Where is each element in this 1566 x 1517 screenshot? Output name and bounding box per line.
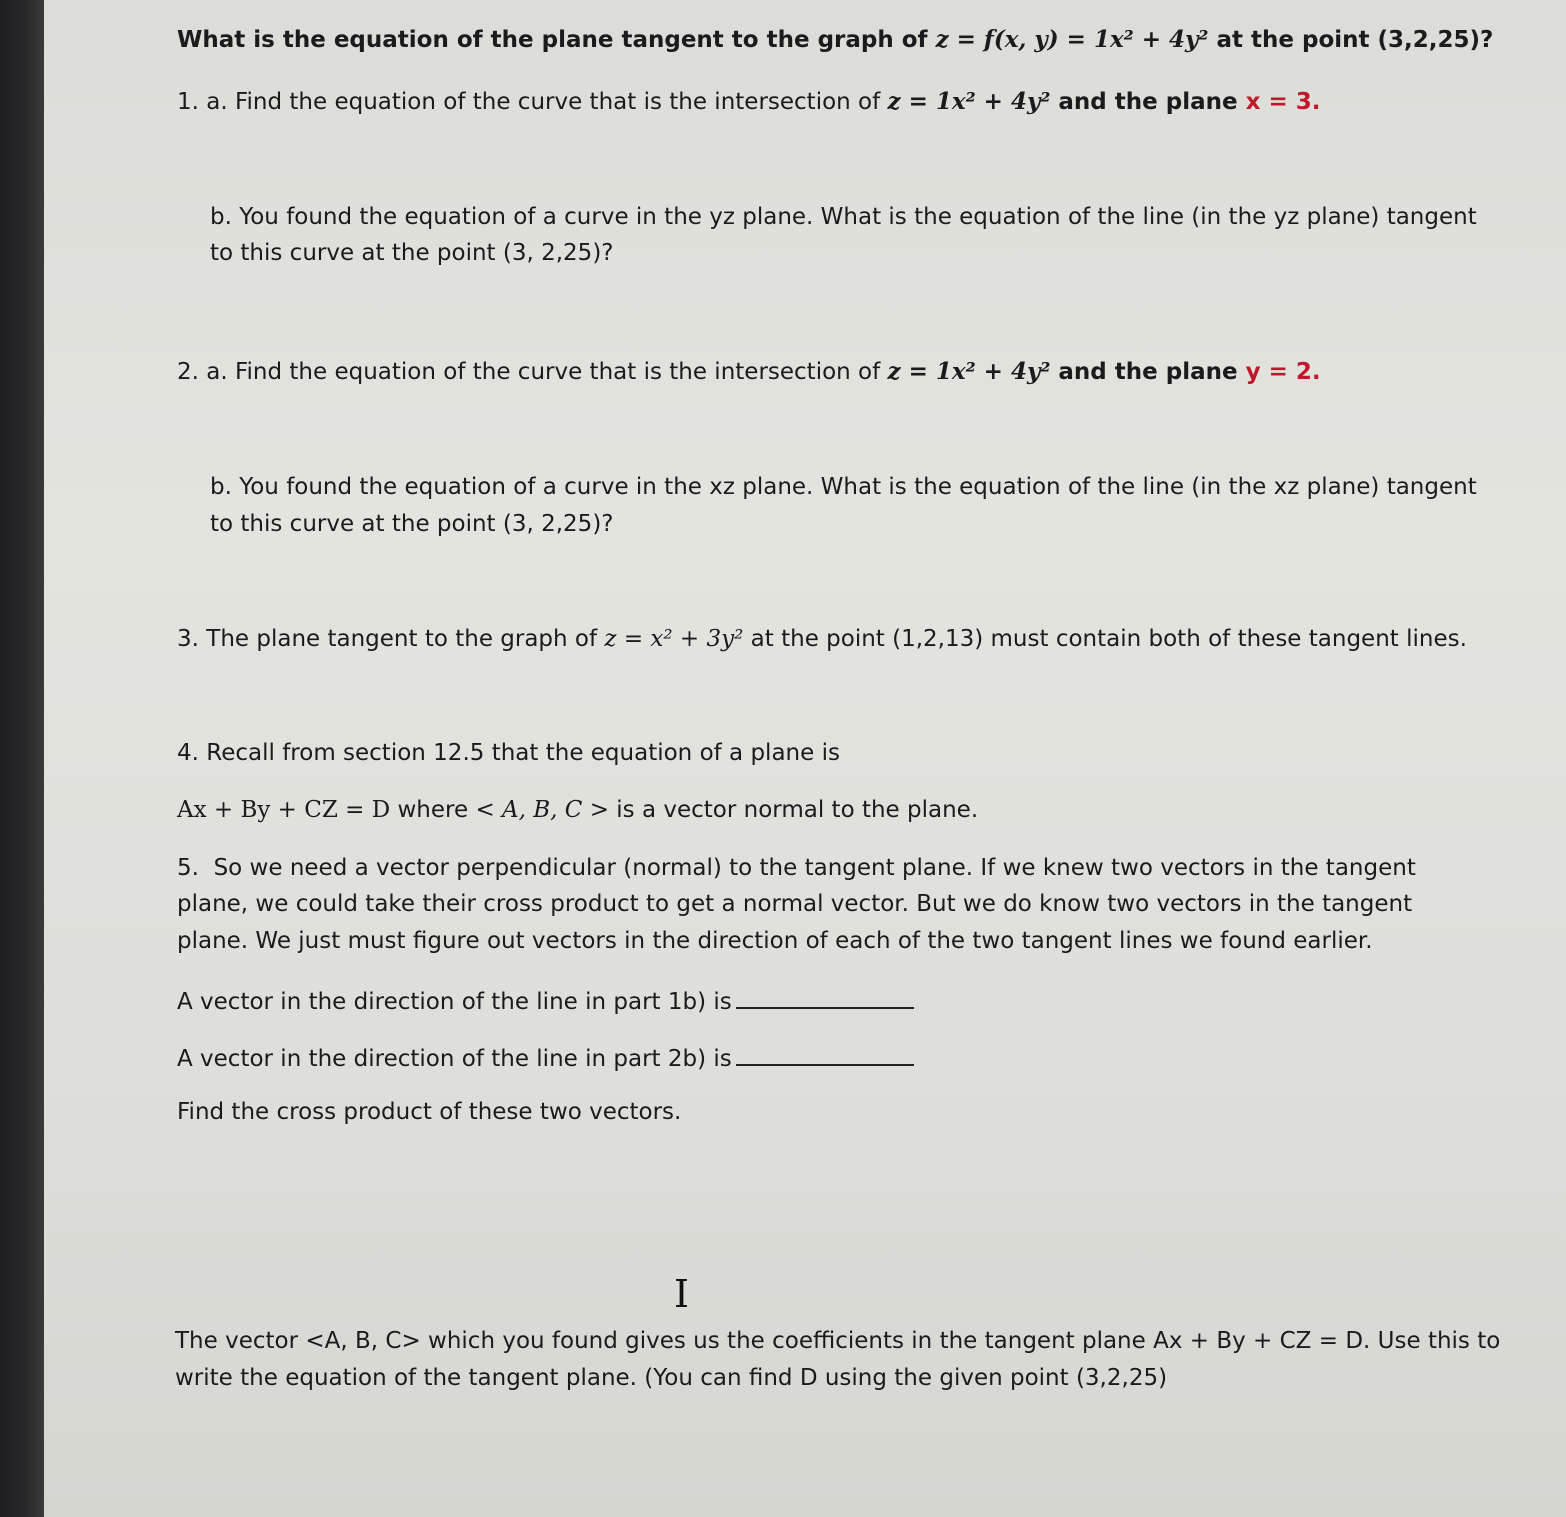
question-4: 4. Recall from section 12.5 that the equation of a plane is	[177, 740, 840, 766]
question-2b: b. You found the equation of a curve in the xz plane. What is the equation of the line (in the xz plane) tangent	[210, 474, 1477, 500]
vector-1b-prompt: A vector in the direction of the line in part 1b) is	[177, 985, 914, 1017]
question-1a: 1. a. Find the equation of the curve that is the intersection of z = 1x² + 4y² and the plane x = 3.	[177, 88, 1321, 115]
final-instruction: The vector <A, B, C> which you found gives us the coefficients in the tangent plane Ax + By + CZ = D. Use this to	[175, 1328, 1501, 1354]
question-5-line3: plane. We just must figure out vectors in the direction of each of the two tangent lines we found earlier.	[177, 928, 1373, 954]
question-4-plane-equation: Ax + By + CZ = D where < A, B, C > is a vector normal to the plane.	[177, 797, 979, 823]
screen-bezel	[0, 0, 44, 1517]
final-instruction-line2: write the equation of the tangent plane. (You can find D using the given point (3,2,25)	[175, 1365, 1168, 1391]
question-1b: b. You found the equation of a curve in the yz plane. What is the equation of the line (in the yz plane) tangent	[210, 204, 1477, 230]
page-title: What is the equation of the plane tangent to the graph of z = f(x, y) = 1x² + 4y² at the point (3,2,25)?	[177, 26, 1494, 53]
question-5: 5. So we need a vector perpendicular (normal) to the tangent plane. If we knew two vectors in the tangent	[177, 855, 1416, 881]
question-2b-line2: to this curve at the point (3, 2,25)?	[210, 511, 614, 537]
title-equation: z = f(x, y) = 1x² + 4y²	[935, 26, 1209, 53]
q2a-equation: z = 1x² + 4y²	[887, 358, 1051, 385]
q1a-plane: x = 3.	[1245, 89, 1321, 115]
vector-2b-answer-blank[interactable]	[736, 1042, 914, 1066]
cross-product-prompt: Find the cross product of these two vectors.	[177, 1099, 682, 1125]
document-page	[44, 0, 1566, 1517]
text-cursor-icon: I	[674, 1272, 690, 1316]
question-5-line2: plane, we could take their cross product to get a normal vector. But we do know two vectors in the tangent	[177, 891, 1413, 917]
q1a-equation: z = 1x² + 4y²	[887, 88, 1051, 115]
normal-vector: < A, B, C >	[475, 797, 609, 823]
question-2a: 2. a. Find the equation of the curve that is the intersection of z = 1x² + 4y² and the plane y = 2.	[177, 358, 1321, 385]
q2a-plane: y = 2.	[1245, 359, 1321, 385]
vector-2b-prompt: A vector in the direction of the line in part 2b) is	[177, 1042, 914, 1074]
vector-1b-answer-blank[interactable]	[736, 985, 914, 1009]
plane-equation: Ax + By + CZ = D	[177, 797, 391, 823]
question-1b-line2: to this curve at the point (3, 2,25)?	[210, 240, 614, 266]
q3-equation: z = x² + 3y²	[604, 626, 744, 652]
question-3: 3. The plane tangent to the graph of z = x² + 3y² at the point (1,2,13) must contain both of these tangent lines.	[177, 626, 1467, 652]
